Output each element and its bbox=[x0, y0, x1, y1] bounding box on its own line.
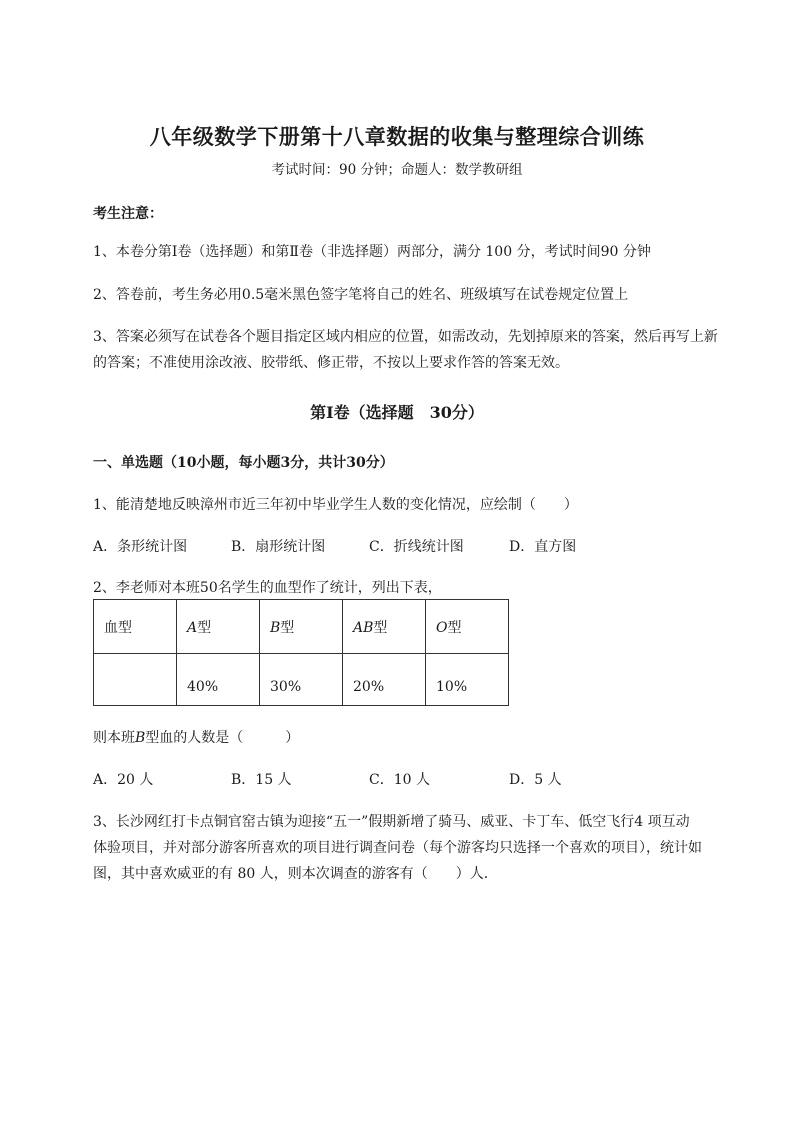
exam-info: 考试时间：90 分钟；命题人：数学教研组 bbox=[271, 162, 523, 178]
question-2-ask: 则本班B型血的人数是（ ） bbox=[93, 730, 300, 746]
question-3-line-3: 图，其中喜欢威亚的有 80 人，则本次调查的游客有（ ）人． bbox=[93, 866, 498, 882]
question-1-stem: 1、能清楚地反映漳州市近三年初中毕业学生人数的变化情况，应绘制（ ） bbox=[93, 497, 578, 513]
question-2-option-c[interactable]: C．10 人 bbox=[369, 772, 430, 788]
question-1-option-c[interactable]: C．折线统计图 bbox=[369, 539, 464, 555]
question-2-option-d[interactable]: D．5 人 bbox=[509, 772, 562, 788]
table-cell: 20% bbox=[343, 654, 426, 706]
question-1-option-a[interactable]: A．条形统计图 bbox=[93, 539, 188, 555]
table-header-cell: B型 bbox=[260, 600, 343, 654]
notice-item-3: 3、答案必须写在试卷各个题目指定区域内相应的位置，如需改动，先划掉原来的答案，然后再写上新 bbox=[93, 329, 718, 345]
table-header-cell: AB型 bbox=[343, 600, 426, 654]
page-title: 八年级数学下册第十八章数据的收集与整理综合训练 bbox=[149, 124, 645, 149]
question-3-line-2: 体验项目，并对部分游客所喜欢的项目进行调查问卷（每个游客均只选择一个喜欢的项目），统计如 bbox=[93, 840, 702, 856]
notice-item-2: 2、答卷前，考生务必用0.5毫米黑色签字笔将自己的姓名、班级填写在试卷规定位置上 bbox=[93, 287, 629, 303]
table-row bbox=[94, 654, 509, 706]
table-cell bbox=[94, 654, 177, 706]
question-2-option-a[interactable]: A．20 人 bbox=[93, 772, 154, 788]
question-2-option-b[interactable]: B．15 人 bbox=[231, 772, 292, 788]
notice-item-3-cont: 的答案；不准使用涂改液、胶带纸、修正带，不按以上要求作答的答案无效。 bbox=[93, 355, 569, 371]
blood-type-table bbox=[93, 599, 509, 706]
table-header-cell: A型 bbox=[177, 600, 260, 654]
question-3-line-1: 3、长沙网红打卡点铜官窑古镇为迎接“五一”假期新增了骑马、威亚、卡丁车、低空飞行4 项互动 bbox=[93, 814, 690, 830]
question-2-stem: 2、李老师对本班50名学生的血型作了统计，列出下表， bbox=[93, 580, 442, 596]
section-title: 第Ⅰ卷（选择题 30分） bbox=[310, 403, 484, 422]
question-1-option-b[interactable]: B．扇形统计图 bbox=[231, 539, 326, 555]
table-header-cell: 血型 bbox=[94, 600, 177, 654]
table-cell: 10% bbox=[426, 654, 509, 706]
question-1-option-d[interactable]: D．直方图 bbox=[509, 539, 577, 555]
table-cell: 40% bbox=[177, 654, 260, 706]
notice-heading: 考生注意： bbox=[93, 206, 163, 222]
table-cell: 30% bbox=[260, 654, 343, 706]
table-header-row bbox=[94, 600, 509, 654]
notice-item-1: 1、本卷分第Ⅰ卷（选择题）和第Ⅱ卷（非选择题）两部分，满分 100 分，考试时间90 分钟 bbox=[93, 244, 651, 260]
table-header-cell: O型 bbox=[426, 600, 509, 654]
part-heading: 一、单选题（10小题，每小题3分，共计30分） bbox=[93, 455, 394, 471]
